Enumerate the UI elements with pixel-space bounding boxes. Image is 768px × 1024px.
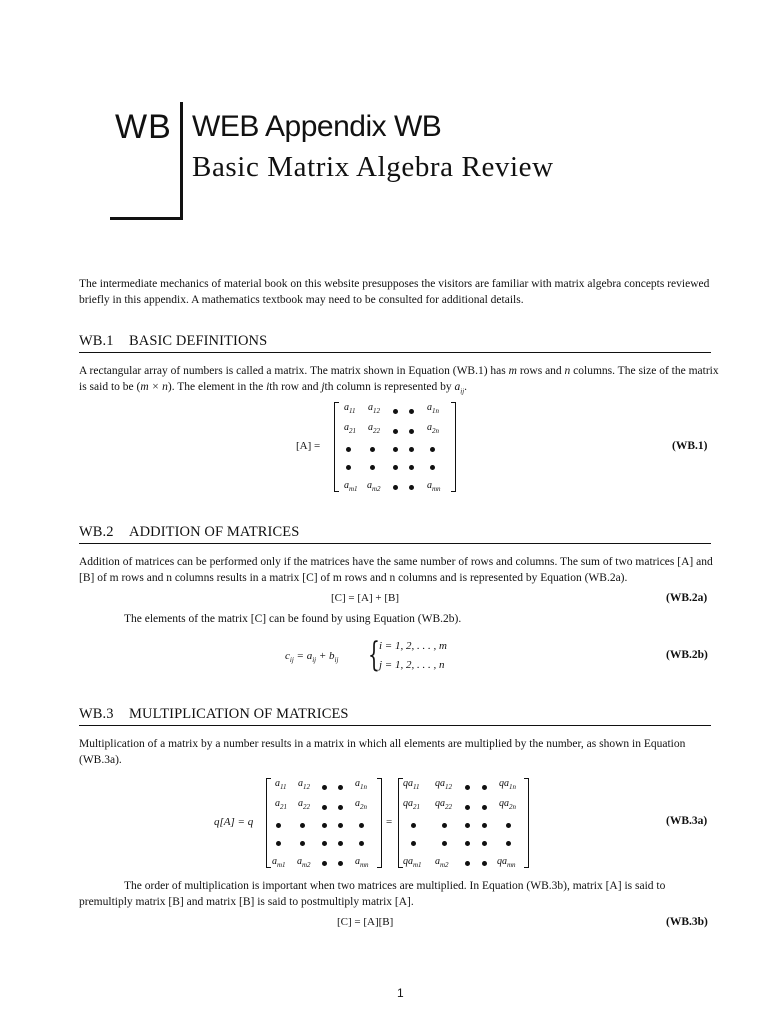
wb3-paragraph-2: The order of multiplication is important when two matrices are multiplied. In Equation (WB.3b), matrix [A] is said to premultiply matrix [B] and matrix [B] is said to postmultiply matrix [A]. [79,880,666,908]
eq-number-wb2a: (WB.2a) [666,592,708,604]
appendix-subtitle: Basic Matrix Algebra Review [192,151,554,183]
eq-wb2b-brace: { [368,635,380,675]
section-number: WB.3 [79,706,114,722]
section-heading-wb3 [79,706,349,723]
page-number: 1 [397,986,404,1000]
intro-paragraph: The intermediate mechanics of material book on this website presupposes the visitors are familiar with matrix algebra concepts reviewed briefly in this appendix. A mathematics textbook may need to be consulted for additional details. [79,278,710,306]
section-rule [79,352,711,353]
eq-number-wb3b: (WB.3b) [666,916,708,928]
section-title: BASIC DEFINITIONS [129,333,268,349]
eq-wb2a: [C] = [A] + [B] [331,592,400,604]
section-number: WB.2 [79,524,114,540]
appendix-title: WEB Appendix WB [192,110,442,143]
section-heading-wb2 [79,524,299,541]
matrix-a: $a_{11}$ $a_{12}$ $a_{1n}$ $a_{21}$ $a_{22}$ $a_{2n}$ $a_{m1}$ $a_{m2}$ $a_{mn}$ [334,400,456,494]
eq-wb3a-equals: = [386,816,393,828]
eq-number-wb3a: (WB.3a) [666,815,708,827]
wb1-paragraph: A rectangular array of numbers is called a matrix. The matrix shown in Equation (WB.1) has m rows and n columns. The size of the matrix is said to be (m × n). The element in the ith row and jth column is represented by $a_{ij}$. [79,365,719,396]
eq-wb3b: [C] = [A][B] [337,916,394,928]
appendix-badge: WB [115,108,172,146]
eq-wb2b-cond-i: i = 1, 2, . . . , m [379,640,447,652]
section-rule [79,725,711,726]
wb3-paragraph: Multiplication of a matrix by a number results in a matrix in which all elements are multiplied by the number, as shown in Equation (WB.3a). [79,738,686,766]
wb2-paragraph-2: The elements of the matrix [C] can be found by using Equation (WB.2b). [124,613,462,625]
eq-wb2b-cond-j: j = 1, 2, . . . , n [379,659,445,671]
eq-number-wb1: (WB.1) [672,440,708,452]
eq-wb2b-lhs: $c_{ij} = a_{ij} + b_{ij}$ [285,650,339,665]
section-heading-wb1 [79,333,267,350]
header-horizontal-rule [110,217,183,220]
section-title: ADDITION OF MATRICES [129,524,300,540]
eq-wb3a-lhs: q[A] = q [214,816,254,828]
section-rule [79,543,711,544]
matrix-a-left: $a_{11}$ $a_{12}$ $a_{1n}$ $a_{21}$ $a_{22}$ $a_{2n}$ $a_{m1}$ $a_{m2}$ $a_{mn}$ [266,776,382,868]
matrix-qa: $qa_{11}$ $qa_{12}$ $qa_{1n}$ $qa_{21}$ $qa_{22}$ $qa_{2n}$ $qa_{m1}$ $a_{m2}$ $qa_{mn}$ [398,776,529,868]
wb2-paragraph: Addition of matrices can be performed only if the matrices have the same number of rows and columns. The sum of two matrices [A] and [B] of m rows and n columns results in a matrix [C] of m rows and n columns and is represented by Equation (WB.2a). [79,556,713,584]
section-number: WB.1 [79,333,114,349]
eq-wb1-lhs: [A] = [296,440,321,452]
eq-number-wb2b: (WB.2b) [666,649,708,661]
header-vertical-rule [180,102,183,220]
section-title: MULTIPLICATION OF MATRICES [129,706,349,722]
